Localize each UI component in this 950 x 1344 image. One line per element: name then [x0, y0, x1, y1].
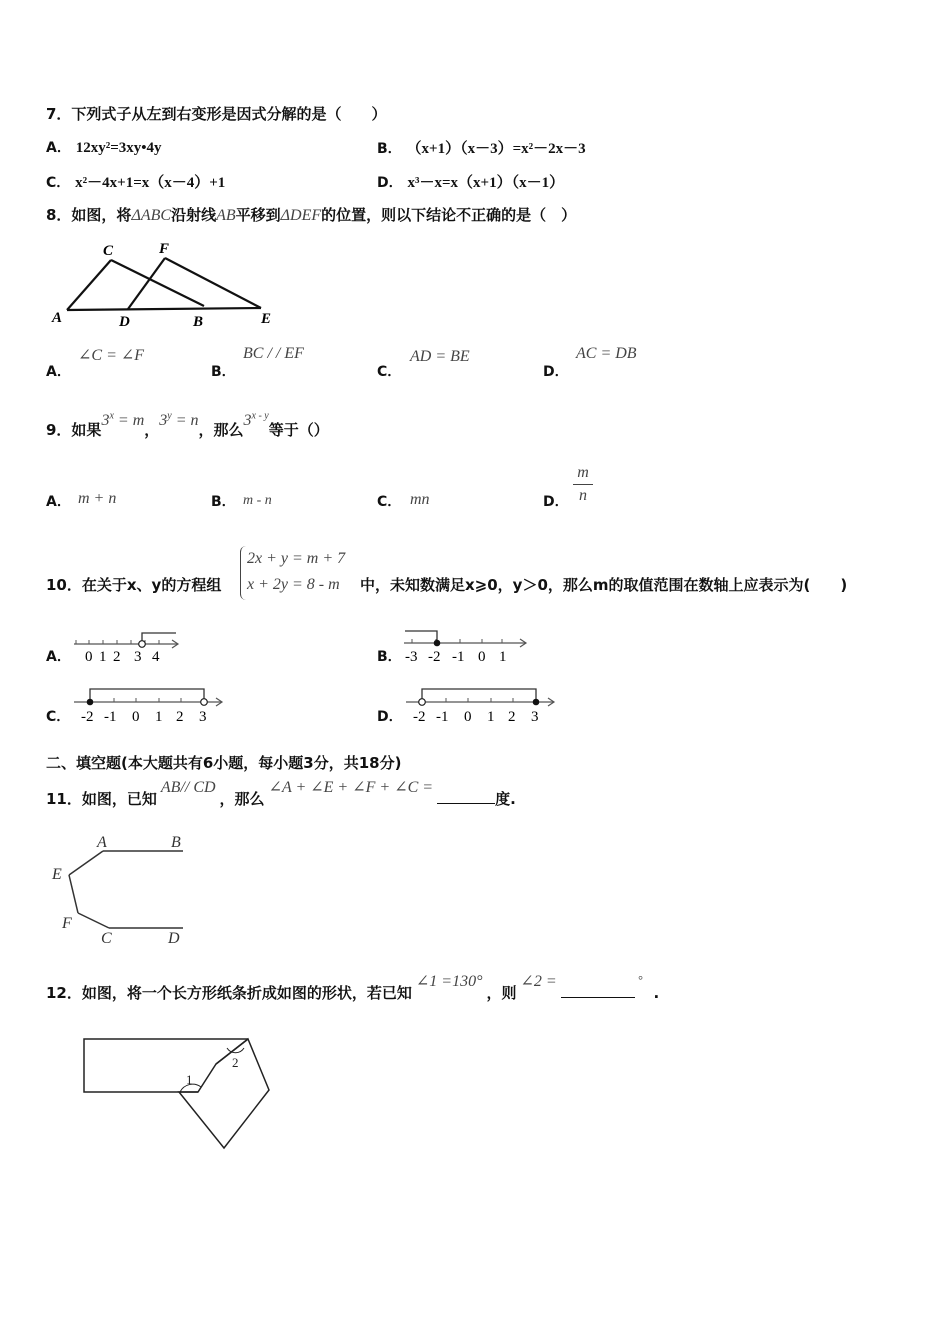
- tick-1: -2: [428, 649, 441, 665]
- q10-option-a-label: A．: [46, 649, 71, 665]
- q8-option-a-expr: ∠C = ∠F: [78, 347, 145, 364]
- q9-option-d-label: D．: [543, 494, 569, 510]
- option-label: B．: [377, 141, 402, 157]
- q7-option-d: [377, 171, 564, 192]
- q9-option-c-label: C．: [377, 494, 402, 510]
- tick-1: 1: [99, 649, 107, 665]
- triangle-abc: ΔABC: [131, 207, 172, 224]
- tick-0: -2: [413, 709, 426, 725]
- option-expr: （x+1）（x－3）=x²－2x－3: [406, 141, 586, 157]
- option-label: D．: [377, 175, 403, 191]
- triangle-def: ΔDEF: [280, 207, 322, 224]
- fraction-bar: [573, 484, 593, 485]
- q11-figure: [48, 830, 198, 950]
- option-expr: 12xy²=3xy•4y: [75, 140, 162, 156]
- q8-option-b-label: B．: [211, 364, 236, 380]
- tick-3: 0: [478, 649, 486, 665]
- q8-option-d-label: D．: [543, 364, 569, 380]
- q10-option-b-label: B．: [377, 649, 402, 665]
- q11-stem: 11．如图，已知AB// CD，那么∠A + ∠E + ∠F + ∠C =度.: [46, 779, 516, 808]
- q9-option-c-expr: mn: [410, 491, 430, 508]
- tick-5: 3: [199, 709, 207, 725]
- q12-given: ∠1 =130°: [415, 973, 483, 990]
- q9-option-a-label: A．: [46, 494, 71, 510]
- q10-option-d-label: D．: [377, 709, 403, 725]
- q12-expr: ∠2 =: [520, 973, 557, 990]
- q9-option-b-expr: m - n: [243, 493, 272, 508]
- q7-option-b: [377, 137, 586, 158]
- q12-stem: 12．如图，将一个长方形纸条折成如图的形状，若已知∠1 =130°，则∠2 = °.: [46, 973, 660, 1002]
- q10-equation-system: [240, 546, 345, 600]
- degree-sign: °: [637, 973, 643, 987]
- q8-option-d-expr: AC = DB: [576, 345, 637, 362]
- label-a: A: [97, 834, 107, 851]
- tick-3: 1: [487, 709, 495, 725]
- tick-0: -2: [81, 709, 94, 725]
- tick-0: 0: [85, 649, 93, 665]
- label-f: F: [159, 241, 170, 257]
- equation-2: x + 2y = 8 - m: [247, 576, 340, 593]
- fraction-numerator: m: [577, 464, 589, 481]
- q12-answer-blank[interactable]: [561, 983, 635, 998]
- label-a: A: [52, 310, 63, 326]
- tick-3: 3: [134, 649, 142, 665]
- q11-given: AB// CD: [160, 779, 216, 796]
- tick-1: -1: [436, 709, 449, 725]
- option-label: C．: [46, 175, 71, 191]
- q10-option-c-label: C．: [46, 709, 71, 725]
- tick-4: 2: [508, 709, 516, 725]
- q8-stem: 8．如图，将ΔABC沿射线AB平移到ΔDEF的位置，则以下结论不正确的是（ ）: [46, 206, 577, 224]
- tick-2: -1: [452, 649, 465, 665]
- tick-0: -3: [405, 649, 418, 665]
- tick-1: -1: [104, 709, 117, 725]
- equation-1: 2x + y = m + 7: [247, 550, 346, 567]
- label-d: D: [168, 930, 180, 947]
- label-c: C: [103, 243, 114, 259]
- q8-option-a-label: A．: [46, 364, 71, 380]
- q7-option-c: [46, 171, 225, 192]
- q9-option-a-expr: m + n: [78, 490, 117, 507]
- tick-2: 0: [132, 709, 140, 725]
- label-e: E: [52, 866, 62, 883]
- tick-2: 2: [113, 649, 121, 665]
- tick-3: 1: [155, 709, 163, 725]
- label-d: D: [119, 314, 130, 330]
- ray-ab: AB: [216, 207, 236, 224]
- q10-stem-suffix: 中，未知数满足x⩾0，y＞0，那么m的取值范围在数轴上应表示为( ): [360, 576, 848, 594]
- q7-stem: 7．下列式子从左到右变形是因式分解的是（ ）: [46, 105, 387, 123]
- q8-option-b-expr: BC / / EF: [243, 345, 304, 362]
- q10-option-a-number-line: [72, 628, 187, 666]
- q11-expr: ∠A + ∠E + ∠F + ∠C =: [268, 779, 434, 796]
- label-c: C: [101, 930, 112, 947]
- section-2-title: 二、填空题(本大题共有6小题，每小题3分，共18分): [46, 754, 402, 772]
- q8-figure: [48, 238, 288, 333]
- fraction-denominator: n: [579, 487, 587, 504]
- q8-option-c-label: C．: [377, 364, 402, 380]
- tick-5: 3: [531, 709, 539, 725]
- q8-option-c-expr: AD = BE: [410, 348, 470, 365]
- label-b: B: [193, 314, 204, 330]
- q9-stem: 9．如果$3^x = m$，$3^y = n$，那么3$^{x - y}$等于（）: [46, 410, 329, 439]
- tick-2: 0: [464, 709, 472, 725]
- q10-stem-prefix: 10．在关于x、y的方程组: [46, 576, 222, 594]
- label-angle-1: 1: [186, 1072, 193, 1087]
- q10-option-b-number-line: [402, 626, 532, 666]
- label-angle-2: 2: [232, 1055, 239, 1070]
- q7-option-a: [46, 137, 162, 157]
- q11-answer-blank[interactable]: [437, 789, 495, 804]
- q10-option-c-number-line: [72, 684, 230, 726]
- label-b: B: [171, 834, 181, 851]
- option-expr: x²－4x+1=x（x－4）+1: [75, 175, 226, 191]
- tick-4: 1: [499, 649, 507, 665]
- q9-option-b-label: B．: [211, 494, 236, 510]
- option-expr: x³－x=x（x+1）（x－1）: [407, 175, 565, 191]
- option-label: A．: [46, 140, 71, 156]
- q9-option-d-fraction: [573, 464, 593, 505]
- label-f: F: [62, 915, 72, 932]
- label-e: E: [261, 311, 272, 327]
- q12-figure: [82, 1034, 282, 1154]
- tick-4: 4: [152, 649, 160, 665]
- tick-4: 2: [176, 709, 184, 725]
- q10-option-d-number-line: [404, 684, 562, 726]
